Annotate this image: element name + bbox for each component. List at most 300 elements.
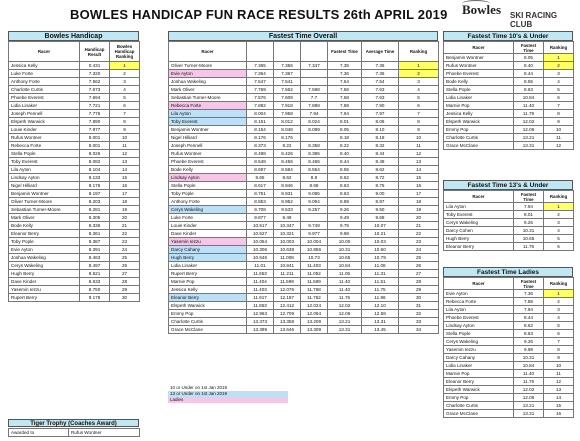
- logo-text-sub: SKI RACING CLUB: [510, 11, 558, 29]
- value-cell: 13.21: [328, 318, 362, 326]
- value-cell: 15: [544, 402, 574, 410]
- value-cell: 13.646: [274, 326, 301, 334]
- value-cell: 7.547: [247, 78, 274, 86]
- value-cell: 8.9: [301, 174, 328, 182]
- value-cell: 8.22: [274, 142, 301, 150]
- value-cell: 7.36: [514, 290, 544, 298]
- trophy-title: Tiger Trophy (Coaches Award): [8, 419, 139, 427]
- value-cell: 9.178: [80, 294, 110, 302]
- value-cell: 22: [110, 230, 140, 238]
- value-cell: 11.762: [301, 294, 328, 302]
- table-row: [169, 294, 439, 302]
- value-cell: 11: [544, 370, 574, 378]
- value-cell: [301, 78, 328, 86]
- value-cell: 5: [399, 94, 439, 102]
- value-cell: 1: [544, 54, 574, 62]
- value-cell: 9: [399, 126, 439, 134]
- table-row: [444, 338, 574, 346]
- value-cell: 26: [399, 262, 439, 270]
- value-cell: 9.49: [328, 214, 362, 222]
- value-cell: 11.79: [514, 110, 544, 118]
- racer-name-cell: Grace McClane: [444, 142, 514, 150]
- value-cell: 8.63: [514, 330, 544, 338]
- value-cell: 19: [399, 206, 439, 214]
- table-row: [169, 174, 439, 182]
- table-row: [9, 94, 140, 102]
- value-cell: 8.01: [328, 118, 362, 126]
- value-cell: 3: [110, 78, 140, 86]
- value-cell: 10.21: [362, 230, 399, 238]
- value-cell: 7.54: [328, 78, 362, 86]
- value-cell: 16: [399, 182, 439, 190]
- table-row: [9, 278, 140, 286]
- value-cell: 7.320: [80, 70, 110, 78]
- trophy-winner: Rufus Wontner: [69, 429, 140, 437]
- value-cell: 21: [110, 222, 140, 230]
- racer-name-cell: Elspeth Warwick: [444, 118, 514, 126]
- value-cell: 12: [544, 378, 574, 386]
- value-cell: 10.60: [362, 246, 399, 254]
- value-cell: 6: [544, 243, 574, 251]
- value-cell: 10.856: [301, 246, 328, 254]
- value-cell: 4: [544, 314, 574, 322]
- value-cell: 9.977: [301, 230, 328, 238]
- value-cell: 5: [544, 86, 574, 94]
- col-header-fastest-time: Fastest Time: [514, 191, 544, 203]
- racer-name-cell: Sebastian Turner-Moore: [9, 206, 80, 214]
- racer-name-cell: Rupert Berry: [169, 270, 247, 278]
- value-cell: 9.26: [514, 219, 544, 227]
- value-cell: 7.36: [362, 70, 399, 78]
- value-cell: 8.44: [514, 70, 544, 78]
- value-cell: 8.48: [362, 158, 399, 166]
- racer-name-cell: Joshua Wakeling: [9, 254, 80, 262]
- color-legend: [168, 385, 288, 403]
- value-cell: 12.064: [301, 310, 328, 318]
- table-row: [169, 78, 439, 86]
- value-cell: 8.68: [301, 182, 328, 190]
- value-cell: 11.008: [274, 254, 301, 262]
- value-cell: 8.176: [80, 182, 110, 190]
- value-cell: 10.03: [362, 238, 399, 246]
- value-cell: 11.31: [362, 270, 399, 278]
- value-cell: 8.32: [362, 142, 399, 150]
- value-cell: 8.89: [328, 198, 362, 206]
- value-cell: 8: [544, 346, 574, 354]
- value-cell: 7.35: [328, 62, 362, 70]
- racer-name-cell: Bode Kelly: [169, 166, 247, 174]
- table-row: [444, 354, 574, 362]
- table-row: [9, 190, 140, 198]
- value-cell: 12: [110, 150, 140, 158]
- value-cell: 7.673: [80, 86, 110, 94]
- value-cell: 10.003: [274, 238, 301, 246]
- overall-table: [168, 41, 439, 334]
- value-cell: 9.98: [328, 230, 362, 238]
- value-cell: 11.75: [362, 286, 399, 294]
- table-row: [169, 310, 439, 318]
- value-cell: 11.76: [514, 243, 544, 251]
- racer-name-cell: Eleanor Berry: [444, 243, 514, 251]
- racer-name-cell: Toby Everest: [169, 118, 247, 126]
- value-cell: 9.98: [514, 346, 544, 354]
- value-cell: 8.01: [514, 211, 544, 219]
- racer-name-cell: Hugh Berry: [444, 235, 514, 243]
- table-row: [169, 198, 439, 206]
- table-row: [169, 230, 439, 238]
- club-logo: [462, 2, 572, 28]
- value-cell: 8.498: [247, 150, 274, 158]
- table-row: [169, 86, 439, 94]
- table-row: [9, 254, 140, 262]
- overall-title: Fastest Time Overall: [168, 31, 438, 41]
- value-cell: 8.154: [247, 126, 274, 134]
- value-cell: 7.94: [301, 110, 328, 118]
- value-cell: 9: [110, 126, 140, 134]
- value-cell: 11: [544, 134, 574, 142]
- value-cell: 11.76: [514, 378, 544, 386]
- value-cell: 22: [399, 230, 439, 238]
- value-cell: 9.50: [362, 206, 399, 214]
- table-row: [444, 290, 574, 298]
- table-row: [444, 94, 574, 102]
- value-cell: 8.44: [514, 314, 544, 322]
- racer-name-cell: Cerys Wakeling: [9, 262, 80, 270]
- value-cell: 17: [110, 190, 140, 198]
- value-cell: 8.63: [514, 86, 544, 94]
- racer-name-cell: Dave Kinder: [9, 278, 80, 286]
- value-cell: 23: [110, 238, 140, 246]
- racer-name-cell: Emmy Pop: [444, 394, 514, 402]
- value-cell: 7.694: [80, 94, 110, 102]
- value-cell: 16: [110, 182, 140, 190]
- value-cell: 11.51: [362, 278, 399, 286]
- col-header-racer: Racer: [169, 42, 247, 62]
- value-cell: 10.638: [274, 246, 301, 254]
- value-cell: 7: [110, 110, 140, 118]
- value-cell: 9.68: [362, 214, 399, 222]
- col-header-racer: Racer: [444, 278, 514, 290]
- value-cell: 8.203: [80, 198, 110, 206]
- value-cell: 9.877: [247, 214, 274, 222]
- value-cell: 11.403: [247, 286, 274, 294]
- racer-name-cell: Louie Kinder: [169, 222, 247, 230]
- col-header-average-time: Average Time: [362, 42, 399, 62]
- racer-name-cell: Anthony Forte: [169, 198, 247, 206]
- value-cell: 7.347: [301, 62, 328, 70]
- value-cell: 12.02: [514, 386, 544, 394]
- table-row: [9, 230, 140, 238]
- value-cell: 9: [544, 354, 574, 362]
- value-cell: 7.958: [274, 110, 301, 118]
- value-cell: 1: [110, 62, 140, 70]
- table-row: [169, 94, 439, 102]
- value-cell: 8.65: [247, 174, 274, 182]
- value-cell: 4: [399, 86, 439, 94]
- value-cell: 13.309: [301, 326, 328, 334]
- ladies-table: [443, 277, 574, 418]
- table-row: [169, 158, 439, 166]
- racer-name-cell: Bode Kelly: [9, 222, 80, 230]
- table-row: [444, 70, 574, 78]
- table-row: [444, 346, 574, 354]
- racer-name-cell: Eleanor Berry: [444, 378, 514, 386]
- table-row: [169, 150, 439, 158]
- value-cell: 8.18: [362, 134, 399, 142]
- value-cell: 8.10: [362, 126, 399, 134]
- table-row: [169, 166, 439, 174]
- racer-name-cell: Lidia Linaker: [9, 102, 80, 110]
- value-cell: 13.373: [247, 318, 274, 326]
- value-cell: 16: [544, 410, 574, 418]
- value-cell: 12.024: [301, 302, 328, 310]
- value-cell: 2: [544, 62, 574, 70]
- value-cell: 7.88: [328, 102, 362, 110]
- racer-name-cell: Yasemin Iezzu: [9, 286, 80, 294]
- value-cell: 30: [110, 294, 140, 302]
- racer-name-cell: Elspeth Warwick: [9, 118, 80, 126]
- racer-name-cell: Darcy Cahany: [444, 354, 514, 362]
- table-row: [169, 134, 439, 142]
- racer-name-cell: Nigel Hilliard: [169, 134, 247, 142]
- table-row: [9, 214, 140, 222]
- table-row: [169, 302, 439, 310]
- table-row: [9, 198, 140, 206]
- value-cell: 13.358: [274, 318, 301, 326]
- table-row: [169, 278, 439, 286]
- value-cell: 18: [110, 198, 140, 206]
- value-cell: 20: [399, 214, 439, 222]
- value-cell: 8.082: [80, 158, 110, 166]
- racer-name-cell: Stella Pople: [444, 86, 514, 94]
- value-cell: 8.751: [247, 190, 274, 198]
- value-cell: 8.853: [247, 198, 274, 206]
- value-cell: 11.01: [247, 262, 274, 270]
- value-cell: 7.63: [362, 86, 399, 94]
- table-row: [169, 318, 439, 326]
- value-cell: 25: [110, 254, 140, 262]
- legend-ladies: Ladies: [168, 397, 288, 403]
- racer-name-cell: Mark Oliver: [169, 86, 247, 94]
- table-row: [9, 270, 140, 278]
- value-cell: 11.404: [247, 278, 274, 286]
- table-row: [444, 203, 574, 211]
- value-cell: 6: [110, 102, 140, 110]
- value-cell: 8.62: [514, 322, 544, 330]
- value-cell: 8.97: [362, 198, 399, 206]
- value-cell: 13.399: [247, 326, 274, 334]
- value-cell: 6: [544, 94, 574, 102]
- value-cell: 7.367: [274, 70, 301, 78]
- value-cell: 11.76: [328, 294, 362, 302]
- value-cell: 8.048: [274, 126, 301, 134]
- racer-name-cell: Lindsay Ayton: [444, 322, 514, 330]
- table-row: [444, 362, 574, 370]
- racer-name-cell: Lila Ayton: [444, 203, 514, 211]
- racer-name-cell: Marnie Pop: [444, 370, 514, 378]
- racer-name-cell: Jessica Kelly: [9, 62, 80, 70]
- value-cell: 8.62: [328, 174, 362, 182]
- value-cell: 4: [544, 227, 574, 235]
- value-cell: 23: [399, 238, 439, 246]
- racer-name-cell: Rufus Wontner: [9, 134, 80, 142]
- value-cell: 8.931: [274, 190, 301, 198]
- table-row: [9, 142, 140, 150]
- table-row: [444, 78, 574, 86]
- value-cell: 13.21: [514, 402, 544, 410]
- value-cell: 13.209: [301, 318, 328, 326]
- table-row: [444, 227, 574, 235]
- value-cell: 8.05: [328, 126, 362, 134]
- value-cell: 10.004: [301, 238, 328, 246]
- value-cell: 10: [544, 362, 574, 370]
- table-row: [169, 62, 439, 70]
- racer-name-cell: Oliver Turner-Moore: [9, 198, 80, 206]
- value-cell: 13.31: [514, 410, 544, 418]
- value-cell: 7.776: [80, 110, 110, 118]
- value-cell: 8.104: [80, 166, 110, 174]
- value-cell: 10.306: [247, 246, 274, 254]
- table-row: [444, 306, 574, 314]
- value-cell: 10.347: [274, 222, 301, 230]
- col-header-ranking: Ranking: [399, 42, 439, 62]
- table-row: [169, 142, 439, 150]
- racer-name-cell: Hugh Berry: [9, 270, 80, 278]
- value-cell: 10.064: [247, 238, 274, 246]
- value-cell: 5: [544, 235, 574, 243]
- value-cell: 8.004: [247, 110, 274, 118]
- value-cell: 8.554: [301, 166, 328, 174]
- value-cell: 7.356: [274, 62, 301, 70]
- table-row: [9, 78, 140, 86]
- handicap-panel: [8, 31, 139, 302]
- trophy-label: Awarded to: [9, 429, 69, 437]
- value-cell: 7: [399, 110, 439, 118]
- value-cell: 5: [110, 94, 140, 102]
- value-cell: 8.521: [80, 270, 110, 278]
- value-cell: 11.917: [247, 294, 274, 302]
- table-row: [169, 70, 439, 78]
- table-row: [444, 62, 574, 70]
- value-cell: 10.84: [514, 94, 544, 102]
- value-cell: 11.211: [274, 270, 301, 278]
- racer-name-cell: Phoebe Everest: [444, 70, 514, 78]
- value-cell: 17: [399, 190, 439, 198]
- racer-name-cell: Stella Pople: [444, 330, 514, 338]
- table-row: [444, 126, 574, 134]
- racer-name-cell: Louie Kinder: [9, 126, 80, 134]
- table-row: [9, 286, 140, 294]
- value-cell: 8.62: [274, 174, 301, 182]
- racer-name-cell: Phoebe Everest: [444, 314, 514, 322]
- col-header-ranking: Ranking: [544, 42, 574, 54]
- value-cell: 13.31: [328, 326, 362, 334]
- value-cell: 8.584: [274, 166, 301, 174]
- value-cell: 7.94: [514, 203, 544, 211]
- value-cell: 8.548: [247, 158, 274, 166]
- col-header-handicap-ranking: Bowles Handicap Ranking: [110, 42, 140, 62]
- racer-name-cell: Lidia Linaker: [169, 262, 247, 270]
- table-row: [9, 62, 140, 70]
- table-row: [9, 110, 140, 118]
- racer-name-cell: Lila Ayton: [9, 166, 80, 174]
- col-header-ranking: Ranking: [544, 278, 574, 290]
- col-header-racer: Racer: [444, 42, 514, 54]
- table-row: [169, 126, 439, 134]
- racer-name-cell: Yasemin Iezzu: [444, 346, 514, 354]
- value-cell: 29: [399, 286, 439, 294]
- value-cell: 7.541: [274, 78, 301, 86]
- value-cell: 10.31: [328, 246, 362, 254]
- value-cell: 7.898: [301, 102, 328, 110]
- racer-name-cell: Joseph Pennell: [9, 110, 80, 118]
- value-cell: 8.72: [362, 174, 399, 182]
- value-cell: 10.84: [514, 362, 544, 370]
- racer-name-cell: Evie Ayton: [169, 70, 247, 78]
- value-cell: 12.02: [328, 302, 362, 310]
- value-cell: 6: [399, 102, 439, 110]
- value-cell: 8.466: [301, 158, 328, 166]
- value-cell: 28: [399, 278, 439, 286]
- value-cell: 12.06: [514, 126, 544, 134]
- value-cell: 14: [110, 166, 140, 174]
- value-cell: 7: [544, 102, 574, 110]
- racer-name-cell: Jessica Kelly: [169, 286, 247, 294]
- value-cell: 10.31: [514, 354, 544, 362]
- value-cell: 8.456: [274, 158, 301, 166]
- value-cell: 12.187: [274, 294, 301, 302]
- overall-panel: [168, 31, 438, 334]
- value-cell: 20: [110, 214, 140, 222]
- racer-name-cell: Elspeth Warwick: [444, 386, 514, 394]
- table-row: [9, 262, 140, 270]
- value-cell: 8.001: [80, 142, 110, 150]
- value-cell: 4: [110, 86, 140, 94]
- value-cell: 7.94: [514, 306, 544, 314]
- value-cell: 13.21: [514, 134, 544, 142]
- value-cell: 8.358: [301, 142, 328, 150]
- value-cell: 24: [110, 246, 140, 254]
- racer-name-cell: Rebecca Forte: [9, 142, 80, 150]
- value-cell: 8.952: [274, 198, 301, 206]
- value-cell: 7.54: [362, 78, 399, 86]
- value-cell: 8.18: [328, 134, 362, 142]
- value-cell: 25: [399, 254, 439, 262]
- value-cell: 12.709: [274, 310, 301, 318]
- value-cell: 7.36: [328, 70, 362, 78]
- value-cell: 1: [399, 62, 439, 70]
- racer-name-cell: Grace McClane: [444, 410, 514, 418]
- value-cell: 9.094: [301, 198, 328, 206]
- value-cell: 2: [544, 298, 574, 306]
- value-cell: 8.617: [247, 182, 274, 190]
- value-cell: 7.977: [80, 126, 110, 134]
- racer-name-cell: Grace McClane: [169, 326, 247, 334]
- value-cell: 7.58: [328, 94, 362, 102]
- value-cell: 10: [399, 134, 439, 142]
- value-cell: 7.97: [362, 110, 399, 118]
- value-cell: 11.08: [362, 262, 399, 270]
- value-cell: 7.90: [362, 102, 399, 110]
- racer-name-cell: Toby Everest: [444, 211, 514, 219]
- table-row: [9, 174, 140, 182]
- racer-name-cell: Darcy Cohen: [444, 227, 514, 235]
- value-cell: 8.026: [80, 150, 110, 158]
- value-cell: 8.40: [514, 62, 544, 70]
- value-cell: 26: [110, 262, 140, 270]
- value-cell: 11.40: [328, 278, 362, 286]
- table-row: [169, 262, 439, 270]
